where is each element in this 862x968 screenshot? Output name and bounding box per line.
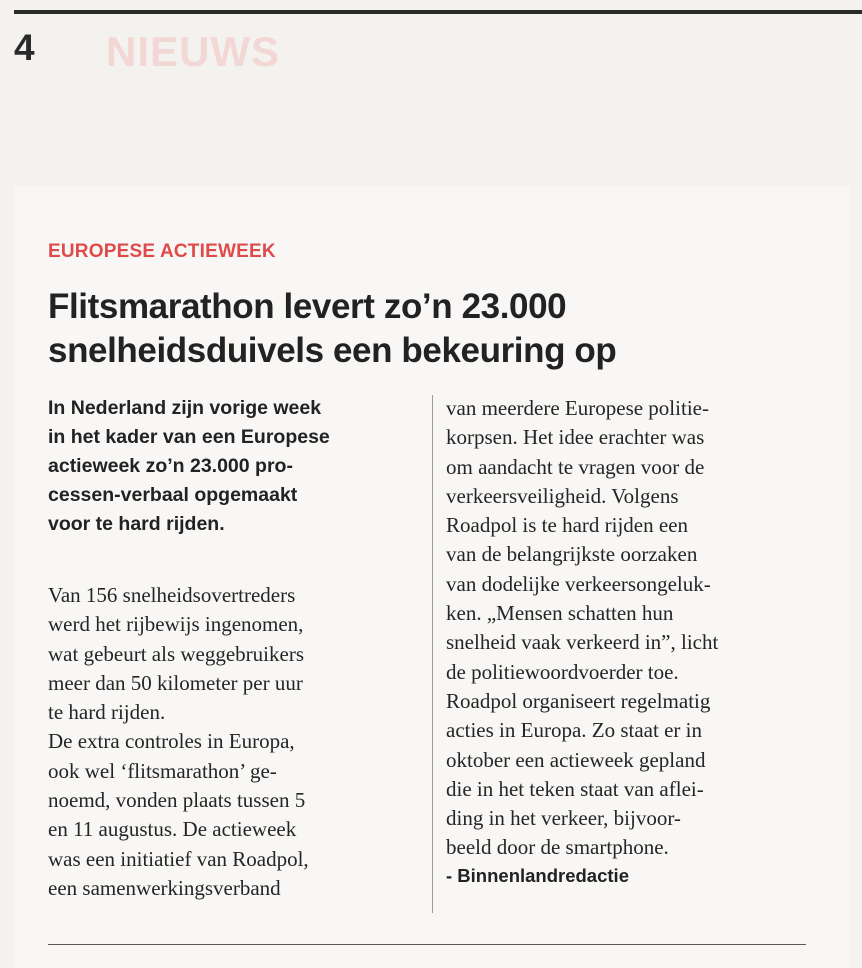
page-number: 4 [14, 27, 35, 68]
headline-line: snelheidsduivels een bekeuring op [48, 331, 617, 370]
body-line: die in het teken staat van aflei- [446, 776, 704, 801]
lead-line: cessen-verbaal opgemaakt [48, 484, 298, 506]
body-line: ken. „Mensen schatten hun [446, 601, 674, 626]
body-line: en 11 augustus. De actieweek [48, 817, 297, 842]
body-line: werd het rijbewijs ingenomen, [48, 612, 304, 637]
body-line: wat gebeurt als weggebruikers [48, 641, 304, 666]
body-line: van dodelijke verkeersongeluk- [446, 571, 711, 596]
body-line: oktober een actieweek gepland [446, 747, 706, 772]
left-body-text [48, 581, 420, 903]
right-body-text [446, 394, 818, 863]
body-line: Van 156 snelheidsovertreders [48, 583, 296, 607]
body-line: een samenwerkingsverband [48, 875, 281, 900]
body-line: ding in het verkeer, bijvoor- [446, 806, 681, 831]
article-lead [48, 394, 420, 539]
right-column [446, 394, 818, 889]
headline-line: Flitsmarathon levert zo’n 23.000 [48, 287, 567, 326]
left-column [48, 394, 420, 903]
body-line: was een initiatief van Roadpol, [48, 846, 309, 871]
body-line: snelheid vaak verkeerd in”, licht [446, 630, 719, 655]
body-line: Roadpol organiseert regelmatig [446, 688, 711, 713]
body-line: noemd, vonden plaats tussen 5 [48, 788, 306, 813]
lead-line: actieweek zo’n 23.000 pro- [48, 455, 293, 477]
body-line: meer dan 50 kilometer per uur [48, 670, 303, 695]
bottom-rule [48, 944, 806, 945]
top-rule [14, 10, 862, 14]
article-headline [48, 285, 838, 373]
lead-line: In Nederland zijn vorige week [48, 397, 322, 419]
body-line: om aandacht te vragen voor de [446, 454, 705, 479]
body-line: ook wel ‘flitsmarathon’ ge- [48, 758, 277, 783]
lead-line: voor te hard rijden. [48, 513, 225, 535]
section-title: NIEUWS [106, 28, 280, 75]
body-line: van de belangrijkste oorzaken [446, 542, 698, 567]
article-kicker: EUROPESE ACTIEWEEK [48, 241, 276, 262]
lead-line: in het kader van een Europese [48, 426, 330, 448]
body-line: De extra controles in Europa, [48, 729, 295, 754]
column-divider [432, 395, 433, 913]
body-line: verkeersveiligheid. Volgens [446, 483, 679, 508]
body-line: beeld door de smartphone. [446, 835, 669, 860]
body-line: acties in Europa. Zo staat er in [446, 718, 702, 743]
article-byline: - Binnenlandredactie [446, 864, 629, 886]
body-line: de politiewoordvoerder toe. [446, 659, 679, 684]
body-line: van meerdere Europese politie- [446, 396, 709, 420]
body-line: Roadpol is te hard rijden een [446, 513, 689, 538]
body-line: te hard rijden. [48, 700, 166, 725]
body-line: korpsen. Het idee erachter was [446, 425, 705, 450]
